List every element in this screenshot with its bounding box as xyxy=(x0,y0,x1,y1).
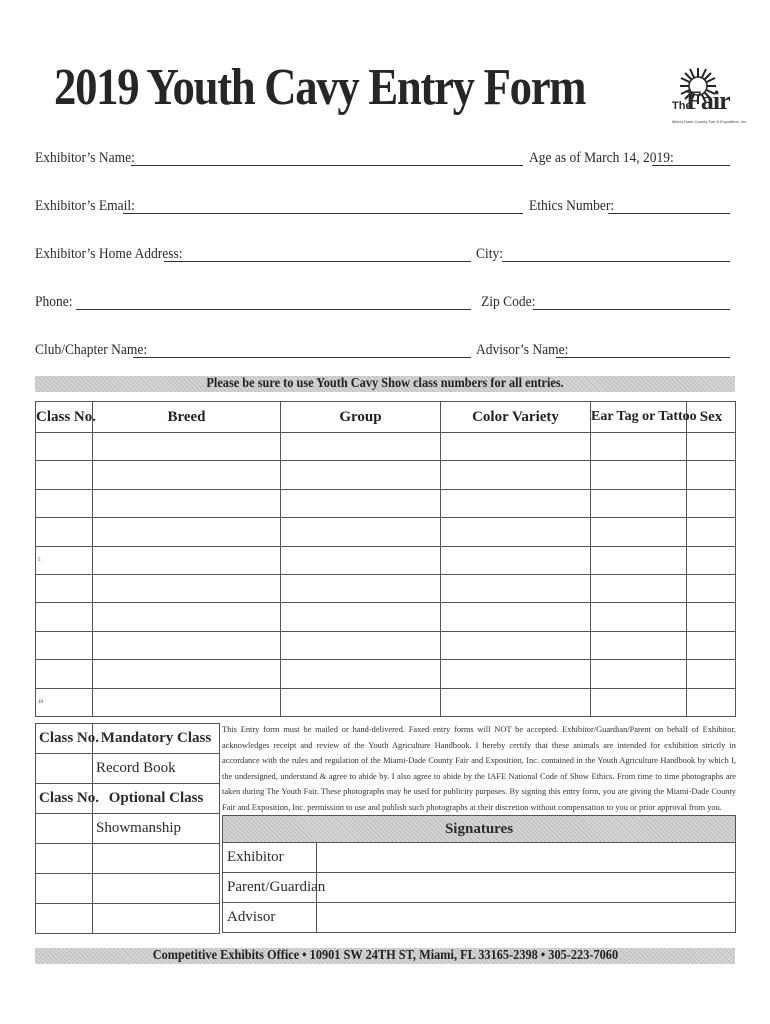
class-no-cell[interactable] xyxy=(36,433,93,461)
ear-tag-cell[interactable] xyxy=(591,433,687,461)
entry-row xyxy=(36,518,736,546)
signature-label-advisor: Advisor xyxy=(223,903,317,933)
notice-banner xyxy=(35,376,735,392)
signature-row xyxy=(223,903,736,933)
blank-class-row xyxy=(36,874,220,904)
header-color-variety: Color Variety xyxy=(441,402,591,433)
showmanship-item: Showmanship xyxy=(93,814,220,844)
fair-logo xyxy=(672,66,748,128)
class-no-cell[interactable] xyxy=(36,461,93,489)
sex-cell[interactable] xyxy=(687,574,736,602)
mandatory-header-row xyxy=(36,724,220,754)
optional-header-row xyxy=(36,784,220,814)
breed-cell[interactable] xyxy=(93,433,281,461)
group-cell[interactable] xyxy=(281,603,441,631)
age-label: Age as of March 14, 2019: xyxy=(529,150,674,166)
class-no-cell[interactable] xyxy=(36,603,93,631)
group-cell[interactable] xyxy=(281,461,441,489)
form-title: 2019 Youth Cavy Entry Form xyxy=(54,59,586,116)
header-class-no: Class No. xyxy=(36,402,93,433)
group-cell[interactable] xyxy=(281,688,441,716)
blank-class-no-cell[interactable] xyxy=(36,844,93,874)
blank-class-row xyxy=(36,844,220,874)
class-no-cell[interactable] xyxy=(36,574,93,602)
sex-cell[interactable] xyxy=(687,660,736,688)
classes-table xyxy=(35,723,220,934)
optional-class-no-header: Class No. xyxy=(36,784,93,814)
color-variety-cell[interactable] xyxy=(441,489,591,517)
breed-cell[interactable] xyxy=(93,660,281,688)
class-no-cell[interactable] xyxy=(36,660,93,688)
signatures-header: Signatures xyxy=(223,816,736,843)
blank-class-cell[interactable] xyxy=(93,844,220,874)
ear-tag-cell[interactable] xyxy=(591,574,687,602)
mandatory-class-header: Mandatory Class xyxy=(93,724,220,754)
certification-text: This Entry form must be mailed or hand-delivered. Faxed entry forms will NOT be accepted. Exhibitor/Guardian/Parent on behalf of Exhibitor, acknowledges receipt and review of the Youth Agriculture Handbook. I hereby certify that these animals are intended for exhibition strictly in accordance with the rules and regulation of the Miami-Dade County Fair and Exposition, Inc. contained in the Youth Agriculture Handbook by which I, the undersigned, understand & agree to abide by. I also agree to abide by the IAFE National Code of Show Ethics. From time to time photographs are taken during The Youth Fair. These photographs may be used for publicity purposes. By signing this entry form, you are giving the Miami-Dade County Fair and Exposition, Inc. permission to use and publish such photographs at their discretion without compensation to you or prior approval from you. xyxy=(222,725,736,812)
sex-cell[interactable] xyxy=(687,433,736,461)
group-cell[interactable] xyxy=(281,489,441,517)
signature-row xyxy=(223,873,736,903)
entry-row xyxy=(36,461,736,489)
blank-class-row xyxy=(36,904,220,934)
color-variety-cell[interactable] xyxy=(441,688,591,716)
entry-row xyxy=(36,660,736,688)
color-variety-cell[interactable] xyxy=(441,660,591,688)
signatures-header-row xyxy=(223,816,736,843)
color-variety-cell[interactable] xyxy=(441,574,591,602)
entries-table xyxy=(35,401,736,717)
sex-cell[interactable] xyxy=(687,489,736,517)
entry-row xyxy=(36,489,736,517)
phone-field[interactable] xyxy=(76,309,471,310)
entries-body xyxy=(36,433,736,717)
header-sex: Sex xyxy=(687,402,736,433)
breed-cell[interactable] xyxy=(93,461,281,489)
ethics-label: Ethics Number: xyxy=(529,198,615,214)
class-no-cell[interactable]: 10 xyxy=(36,688,93,716)
footer-text: Competitive Exhibits Office • 10901 SW 24TH ST, Miami, FL 33165-2398 • 305-223-7060 xyxy=(152,948,618,963)
signature-field-parent[interactable] xyxy=(317,873,736,903)
breed-cell[interactable] xyxy=(93,489,281,517)
entries-header-row xyxy=(36,402,736,433)
logo-the: The xyxy=(672,100,692,112)
optional-class-no-cell[interactable] xyxy=(36,814,93,844)
entry-row xyxy=(36,603,736,631)
sex-cell[interactable] xyxy=(687,603,736,631)
breed-cell[interactable] xyxy=(93,631,281,659)
phone-label: Phone: xyxy=(35,294,73,310)
signature-label-exhibitor: Exhibitor xyxy=(223,843,317,873)
class-no-cell[interactable] xyxy=(36,489,93,517)
sex-cell[interactable] xyxy=(687,518,736,546)
breed-cell[interactable] xyxy=(93,603,281,631)
ethics-field[interactable] xyxy=(608,213,730,214)
group-cell[interactable] xyxy=(281,574,441,602)
breed-cell[interactable] xyxy=(93,518,281,546)
blank-class-cell[interactable] xyxy=(93,874,220,904)
exhibitor-name-label: Exhibitor’s Name: xyxy=(35,150,135,166)
logo-subtitle: Miami-Dade County Fair & Exposition, Inc. xyxy=(672,119,748,124)
sex-cell[interactable] xyxy=(687,688,736,716)
notice-banner-text: Please be sure to use Youth Cavy Show class numbers for all entries. xyxy=(206,376,564,391)
class-no-cell[interactable] xyxy=(36,518,93,546)
group-cell[interactable] xyxy=(281,660,441,688)
mandatory-row xyxy=(36,754,220,784)
signature-label-parent: Parent/Guardian xyxy=(223,873,317,903)
entry-row xyxy=(36,688,736,716)
email-label: Exhibitor’s Email: xyxy=(35,198,135,214)
breed-cell[interactable] xyxy=(93,546,281,574)
class-no-cell[interactable] xyxy=(36,631,93,659)
club-field[interactable] xyxy=(133,357,471,358)
logo-fair: Fair xyxy=(686,86,730,115)
address-label: Exhibitor’s Home Address: xyxy=(35,246,183,262)
mandatory-class-no-cell[interactable] xyxy=(36,754,93,784)
group-cell[interactable] xyxy=(281,518,441,546)
group-cell[interactable] xyxy=(281,546,441,574)
breed-cell[interactable] xyxy=(93,688,281,716)
entry-row xyxy=(36,546,736,574)
ear-tag-cell[interactable] xyxy=(591,461,687,489)
email-field[interactable] xyxy=(123,213,523,214)
ear-tag-cell[interactable] xyxy=(591,660,687,688)
entry-row xyxy=(36,433,736,461)
color-variety-cell[interactable] xyxy=(441,546,591,574)
exhibitor-name-field[interactable] xyxy=(131,165,523,166)
breed-cell[interactable] xyxy=(93,574,281,602)
color-variety-cell[interactable] xyxy=(441,631,591,659)
advisor-label: Advisor’s Name: xyxy=(476,342,569,358)
header-ear-tag: Ear Tag or Tattoo xyxy=(591,402,687,433)
sex-cell[interactable] xyxy=(687,461,736,489)
optional-class-header: Optional Class xyxy=(93,784,220,814)
age-field[interactable] xyxy=(652,165,730,166)
footer-band xyxy=(35,948,735,964)
signature-field-exhibitor[interactable] xyxy=(317,843,736,873)
sex-cell[interactable] xyxy=(687,546,736,574)
zip-field[interactable] xyxy=(533,309,730,310)
ear-tag-cell[interactable] xyxy=(591,546,687,574)
color-variety-cell[interactable] xyxy=(441,518,591,546)
city-field[interactable] xyxy=(502,261,730,262)
optional-row xyxy=(36,814,220,844)
entry-row xyxy=(36,631,736,659)
group-cell[interactable] xyxy=(281,631,441,659)
color-variety-cell[interactable] xyxy=(441,603,591,631)
header-breed: Breed xyxy=(93,402,281,433)
mandatory-class-no-header: Class No. xyxy=(36,724,93,754)
group-cell[interactable] xyxy=(281,433,441,461)
color-variety-cell[interactable] xyxy=(441,461,591,489)
ear-tag-cell[interactable] xyxy=(591,518,687,546)
blank-class-no-cell[interactable] xyxy=(36,904,93,934)
advisor-field[interactable] xyxy=(556,357,730,358)
entry-row xyxy=(36,574,736,602)
club-label: Club/Chapter Name: xyxy=(35,342,148,358)
signatures-table xyxy=(222,815,736,933)
sex-cell[interactable] xyxy=(687,631,736,659)
ear-tag-cell[interactable] xyxy=(591,489,687,517)
ear-tag-cell[interactable] xyxy=(591,688,687,716)
zip-label: Zip Code: xyxy=(481,294,536,310)
class-no-cell[interactable]: 5 xyxy=(36,546,93,574)
color-variety-cell[interactable] xyxy=(441,433,591,461)
blank-class-cell[interactable] xyxy=(93,904,220,934)
city-label: City: xyxy=(476,246,504,262)
signature-field-advisor[interactable] xyxy=(317,903,736,933)
ear-tag-cell[interactable] xyxy=(591,631,687,659)
address-field[interactable] xyxy=(164,261,471,262)
blank-class-no-cell[interactable] xyxy=(36,874,93,904)
signature-row xyxy=(223,843,736,873)
record-book-item: Record Book xyxy=(93,754,220,784)
header-group: Group xyxy=(281,402,441,433)
ear-tag-cell[interactable] xyxy=(591,603,687,631)
